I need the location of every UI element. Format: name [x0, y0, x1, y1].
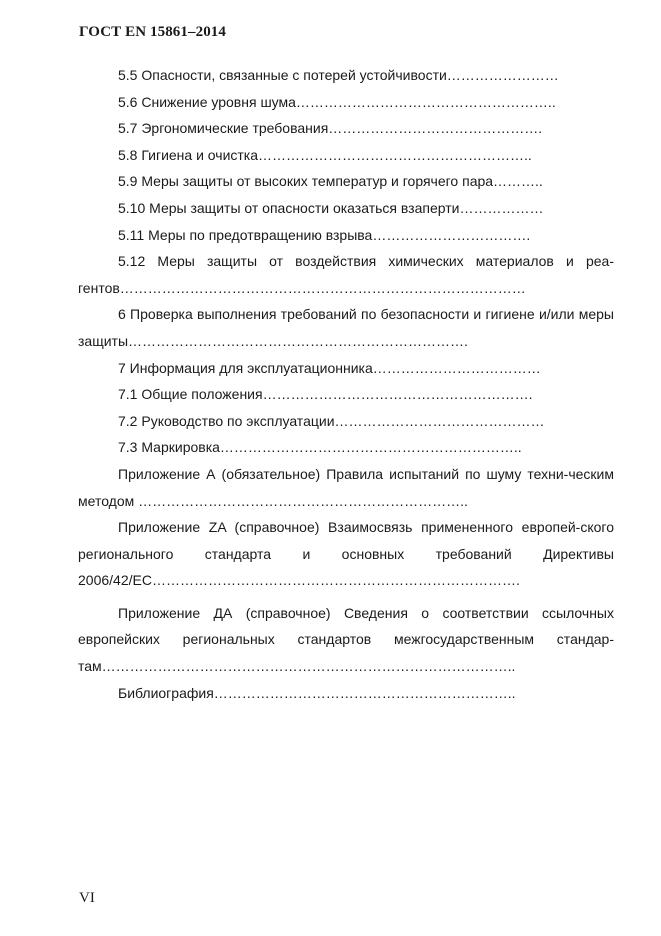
toc-entry: 5.6 Снижение уровня шума………………………………………………..	[118, 93, 556, 110]
document-header: ГОСТ EN 15861–2014	[79, 24, 226, 40]
toc-entry: 6 Проверка выполнения требований по безопасности и гигиене и/или меры защиты……………………………………………………………….	[78, 306, 614, 349]
toc-entry: 5.7 Эргономические требования……………………………………….	[118, 120, 543, 137]
toc-entry: 5.8 Гигиена и очистка…………………………………………………..	[118, 146, 532, 163]
toc-entry: 5.12 Меры защиты от воздействия химических материалов и реа-гентов……………………………………………………………………………	[78, 253, 614, 296]
toc-entry: 7.3 Маркировка………………………………………………………..	[118, 439, 522, 456]
toc-entry: Библиография………………………………………………………..	[118, 684, 516, 701]
page-number: VI	[79, 890, 95, 906]
toc-entry: 5.5 Опасности, связанные с потерей устойчивости……………………	[118, 67, 559, 83]
toc-entry: 5.9 Меры защиты от высоких температур и горячего пара………..	[118, 173, 543, 190]
toc-entry: 7.1 Общие положения………………………………………………….	[118, 386, 533, 403]
toc-entry: 7 Информация для эксплуатационника………………………………	[118, 359, 541, 376]
toc-entry: Приложение А (обязательное) Правила испытаний по шуму техни-ческим методом ……………………………………………………………..	[78, 465, 614, 509]
toc-entry: 7.2 Руководство по эксплуатации………………………………………	[118, 412, 545, 429]
toc-entry: 5.10 Меры защиты от опасности оказаться взаперти………………	[118, 199, 544, 216]
toc-entry: 5.11 Меры по предотвращению взрыва…………………………….	[118, 226, 531, 243]
toc-entry: Приложение ZA (справочное) Взаимосвязь примененного европей-ского регионального стандарта и основных требований Директивы 2006/42/EC…………………………………………………………………….	[78, 519, 614, 589]
toc-entry: Приложение ДА (справочное) Сведения о соответствии ссылочных европейских региональных стандартов межгосударственным стандар-там……………………………………………………………………………..	[78, 604, 614, 675]
table-of-contents	[78, 62, 614, 706]
